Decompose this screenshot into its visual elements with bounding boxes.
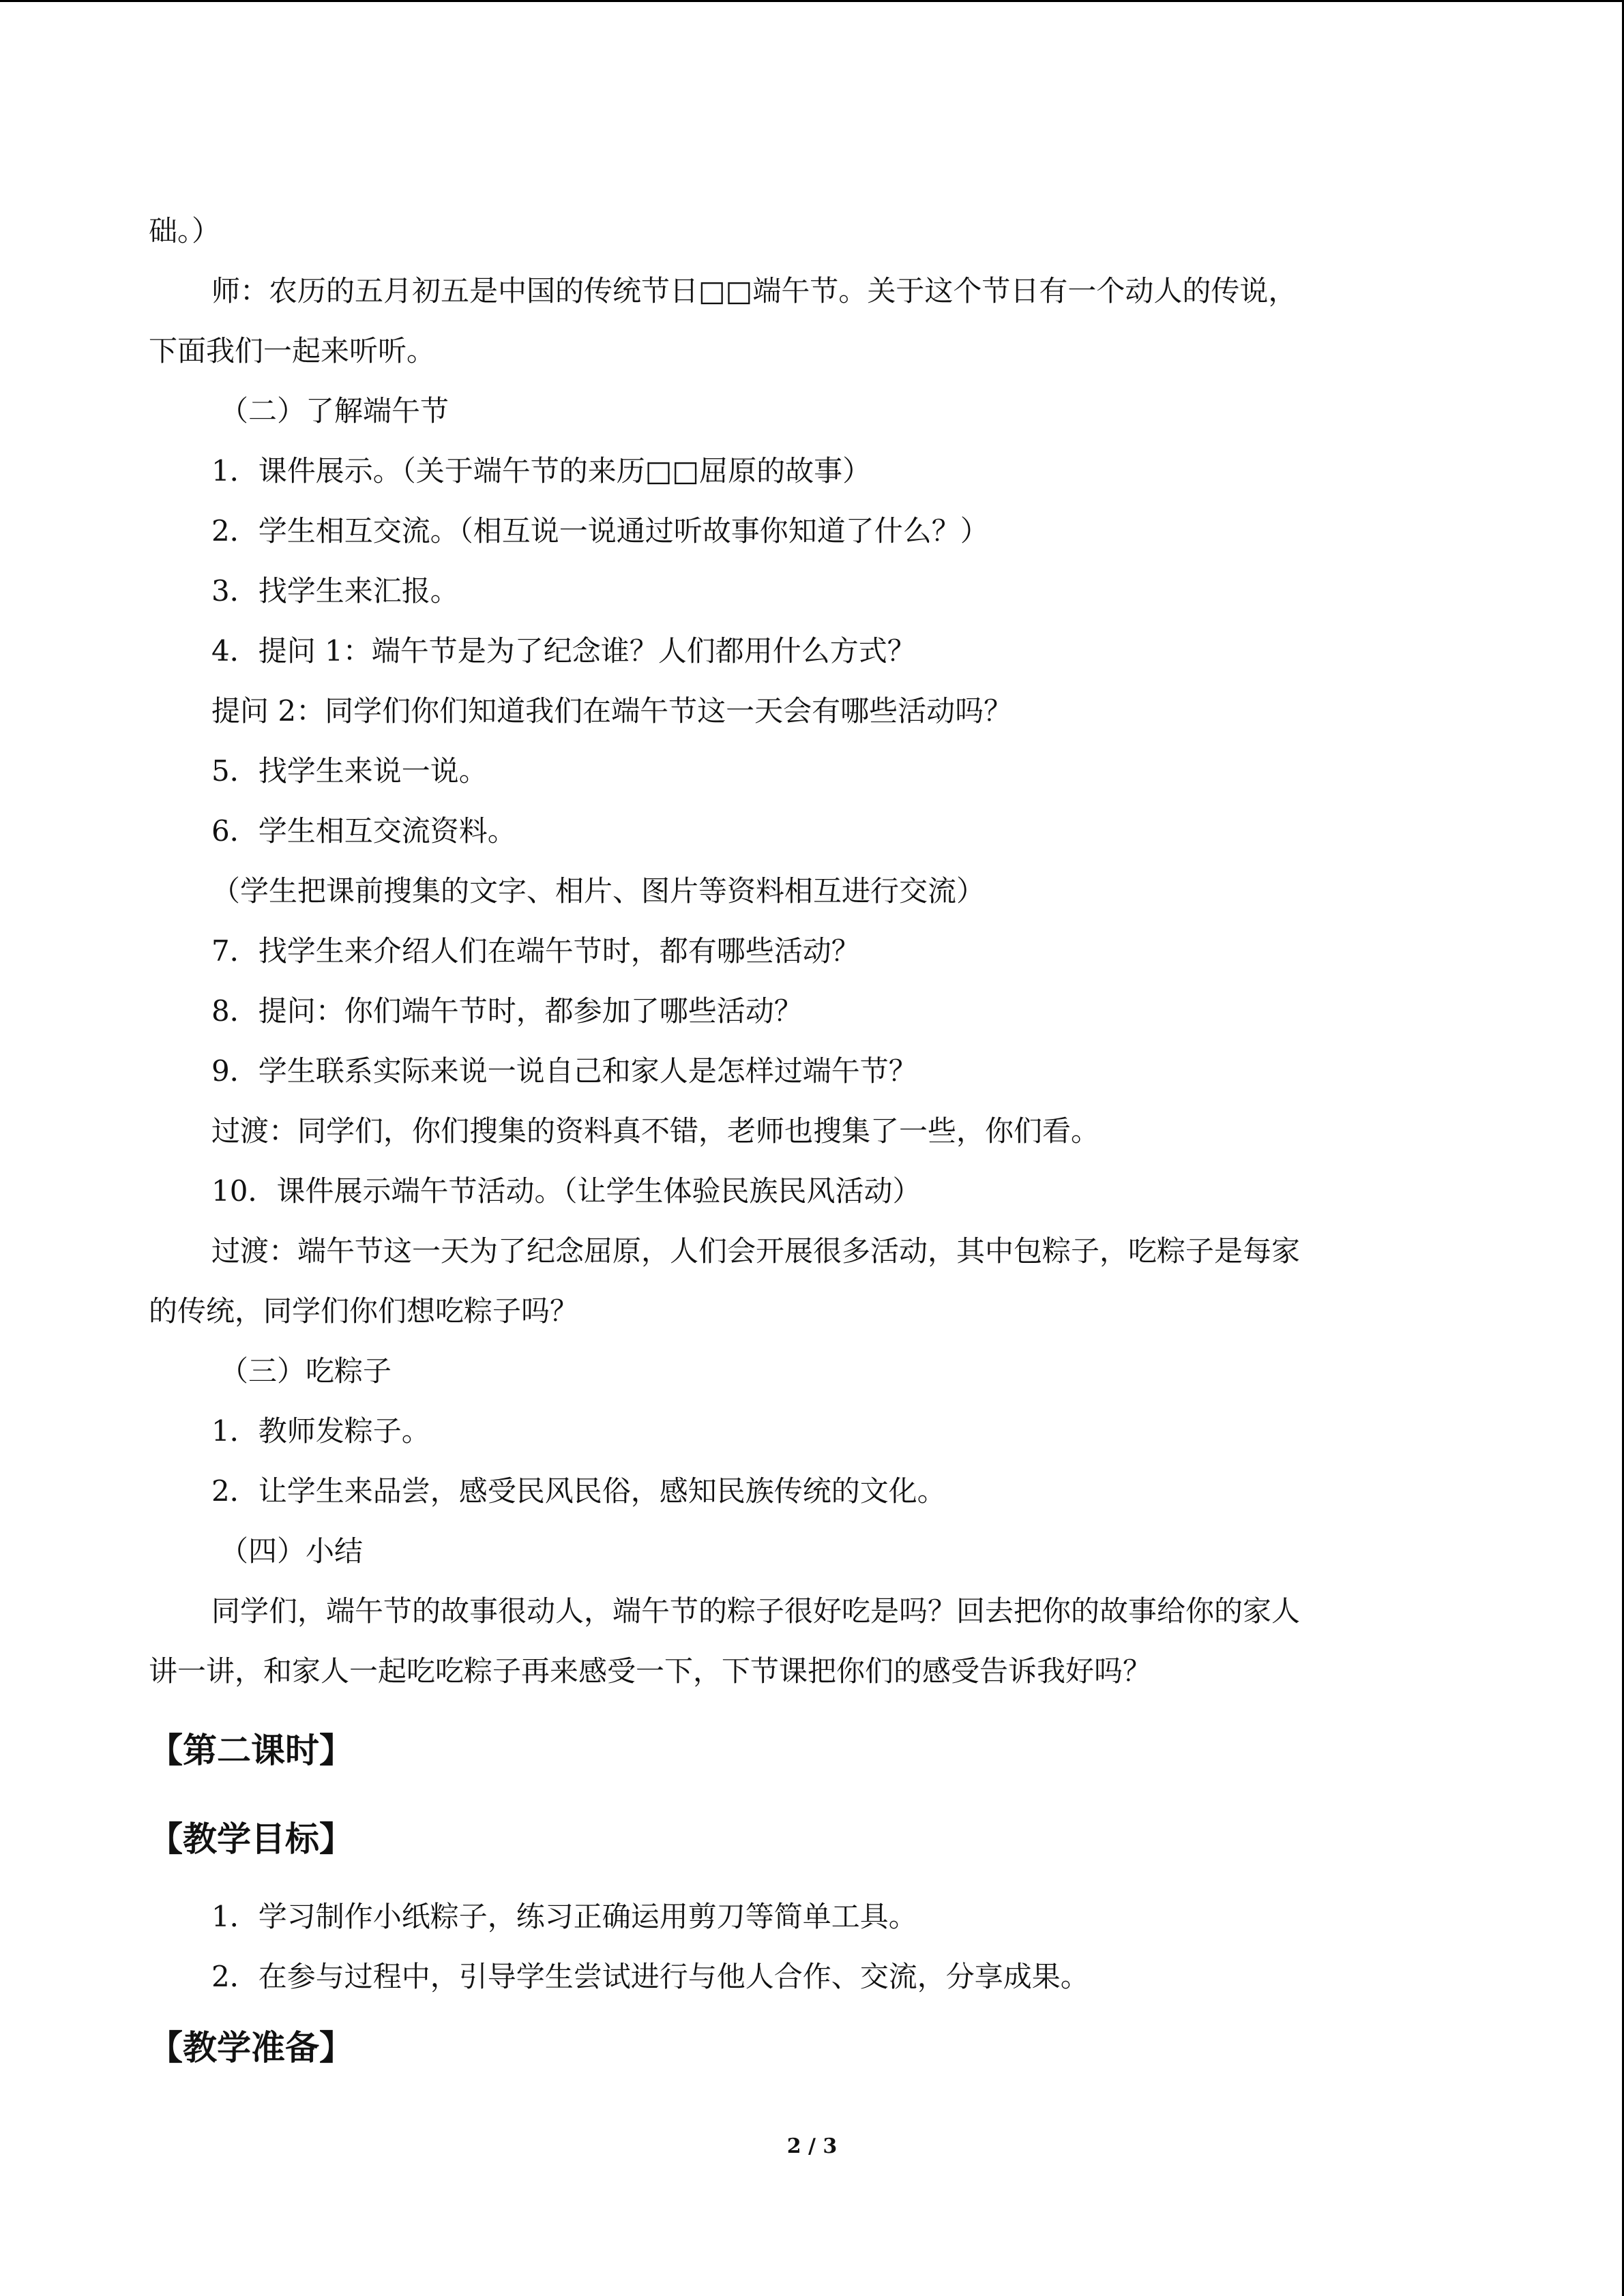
list-item: 2．让学生来品尝，感受民风民俗，感知民族传统的文化。	[211, 1474, 946, 1508]
paragraph-line: 师：农历的五月初五是中国的传统节日□□端午节。关于这个节日有一个动人的传说，	[211, 274, 1297, 308]
heading-second-lesson: 【第二课时】	[149, 1731, 353, 1770]
list-item: 10．课件展示端午节活动。（让学生体验民族民风活动）	[211, 1174, 921, 1208]
paragraph-line: 础。）	[149, 214, 221, 248]
list-item: 1．教师发粽子。	[211, 1414, 430, 1448]
page-number: 2 / 3	[786, 2134, 838, 2158]
paragraph-line: 下面我们一起来听听。	[149, 334, 436, 368]
paragraph-line: 的传统，同学们你们想吃粽子吗？	[149, 1294, 579, 1328]
paragraph-line: 同学们，端午节的故事很动人，端午节的粽子很好吃是吗？回去把你的故事给你的家人	[211, 1594, 1301, 1628]
list-item: 2．学生相互交流。（相互说一说通过听故事你知道了什么？）	[211, 514, 989, 548]
paragraph-line: 讲一讲，和家人一起吃吃粽子再来感受一下，下节课把你们的感受告诉我好吗？	[149, 1654, 1152, 1688]
paragraph-line: 过渡：端午节这一天为了纪念屈原，人们会开展很多活动，其中包粽子，吃粽子是每家	[211, 1234, 1301, 1268]
heading-preparation: 【教学准备】	[149, 2028, 353, 2068]
top-border	[0, 0, 1624, 2]
section-subheading: （三）吃粽子	[220, 1354, 392, 1388]
list-item: 4．提问 1：端午节是为了纪念谁？人们都用什么方式？	[211, 634, 916, 668]
section-subheading: （四）小结	[220, 1534, 364, 1568]
heading-objectives: 【教学目标】	[149, 1819, 353, 1859]
list-item: 提问 2：同学们你们知道我们在端午节这一天会有哪些活动吗？	[211, 694, 1013, 728]
list-item: 7．找学生来介绍人们在端午节时，都有哪些活动？	[211, 934, 860, 968]
list-item: 过渡：同学们，你们搜集的资料真不错，老师也搜集了一些，你们看。	[211, 1114, 1100, 1148]
list-item: 3．找学生来汇报。	[211, 574, 459, 608]
section-subheading: （二）了解端午节	[220, 394, 449, 428]
list-item: 8．提问：你们端午节时，都参加了哪些活动？	[211, 994, 803, 1028]
document-page	[149, 201, 1465, 2068]
objective-item: 1．学习制作小纸粽子，练习正确运用剪刀等简单工具。	[211, 1900, 917, 1933]
list-item: 1．课件展示。（关于端午节的来历□□屈原的故事）	[211, 454, 872, 488]
list-item: 9．学生联系实际来说一说自己和家人是怎样过端午节？	[211, 1054, 917, 1088]
list-item: （学生把课前搜集的文字、相片、图片等资料相互进行交流）	[211, 874, 986, 908]
objective-item: 2．在参与过程中，引导学生尝试进行与他人合作、交流，分享成果。	[211, 1960, 1089, 1993]
list-item: 5．找学生来说一说。	[211, 754, 488, 788]
list-item: 6．学生相互交流资料。	[211, 814, 516, 848]
